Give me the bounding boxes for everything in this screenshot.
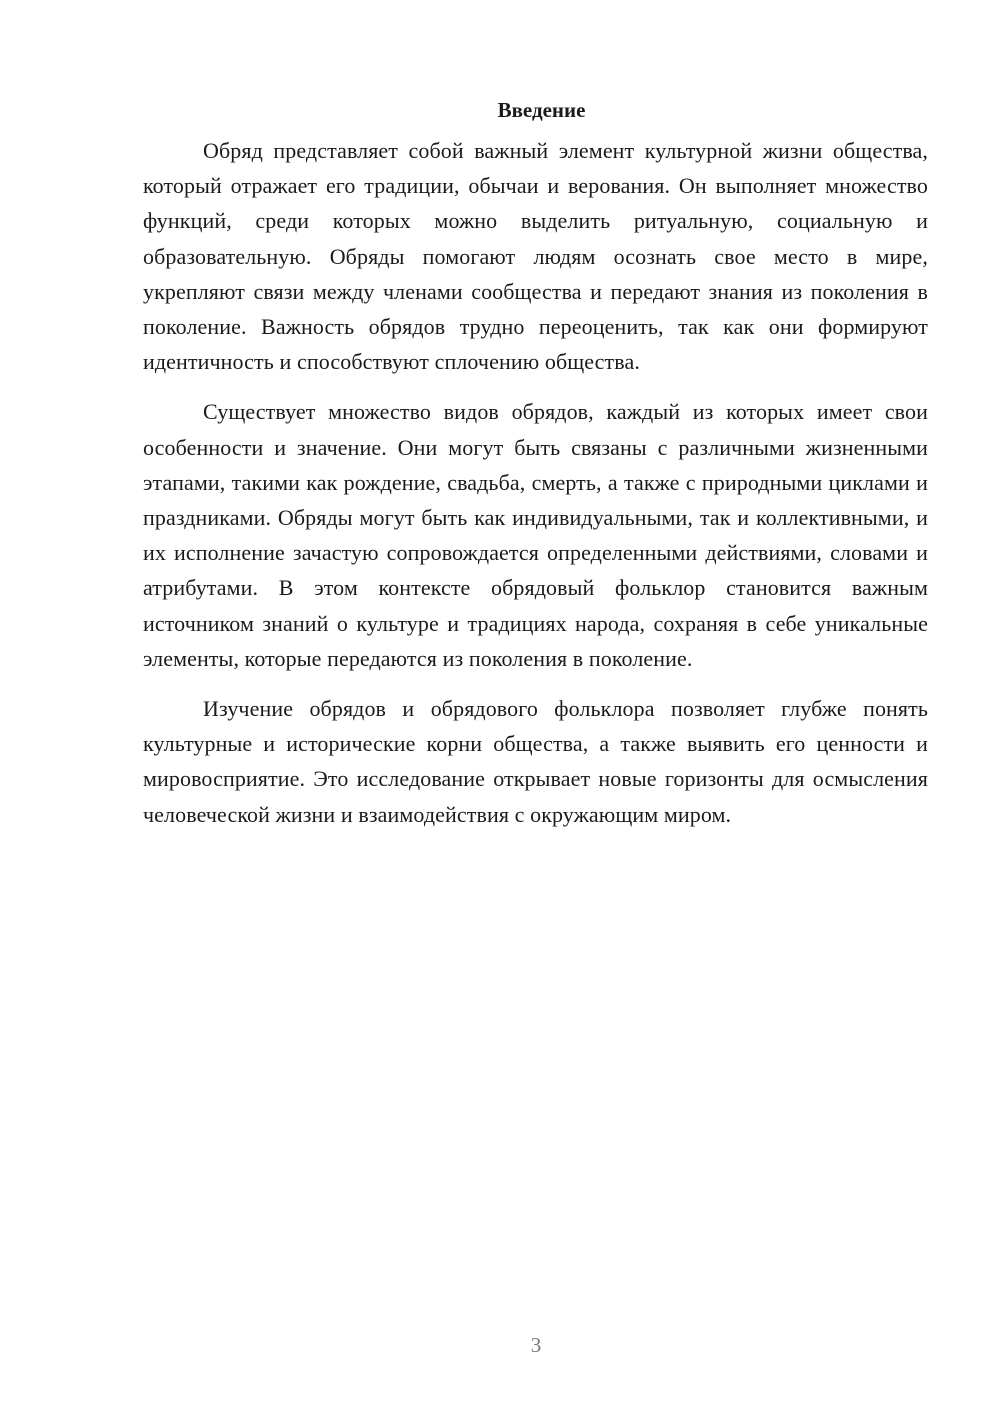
paragraph-1: Обряд представляет собой важный элемент культурной жизни общества, который отражает его традиции, обычаи и верования. Он выполняет множество функций, среди которых можно выделить ритуальную, социальную и образовательную. Обряды помогают людям осознать свое место в мире, укрепляют связи между членами сообщества и передают знания из поколения в поколение. Важность обрядов трудно переоценить, так как они формируют идентичность и способствуют сплочению общества.	[143, 138, 928, 375]
page-number: 3	[530, 1333, 542, 1357]
section-heading: Введение	[497, 98, 586, 122]
paragraph-2: Существует множество видов обрядов, каждый из которых имеет свои особенности и значение. Они могут быть связаны с различными жизненными этапами, такими как рождение, свадьба, смерть, а также с природными циклами и праздниками. Обряды могут быть как индивидуальными, так и коллективными, и их исполнение зачастую сопровождается определенными действиями, словами и атрибутами. В этом контексте обрядовый фольклор становится важным источником знаний о культуре и традициях народа, сохраняя в себе уникальные элементы, которые передаются из поколения в поколение.	[143, 399, 928, 671]
document-page	[143, 92, 928, 847]
paragraph-3: Изучение обрядов и обрядового фольклора позволяет глубже понять культурные и исторические корни общества, а также выявить его ценности и мировосприятие. Это исследование открывает новые горизонты для осмысления человеческой жизни и взаимодействия с окружающим миром.	[143, 696, 928, 827]
